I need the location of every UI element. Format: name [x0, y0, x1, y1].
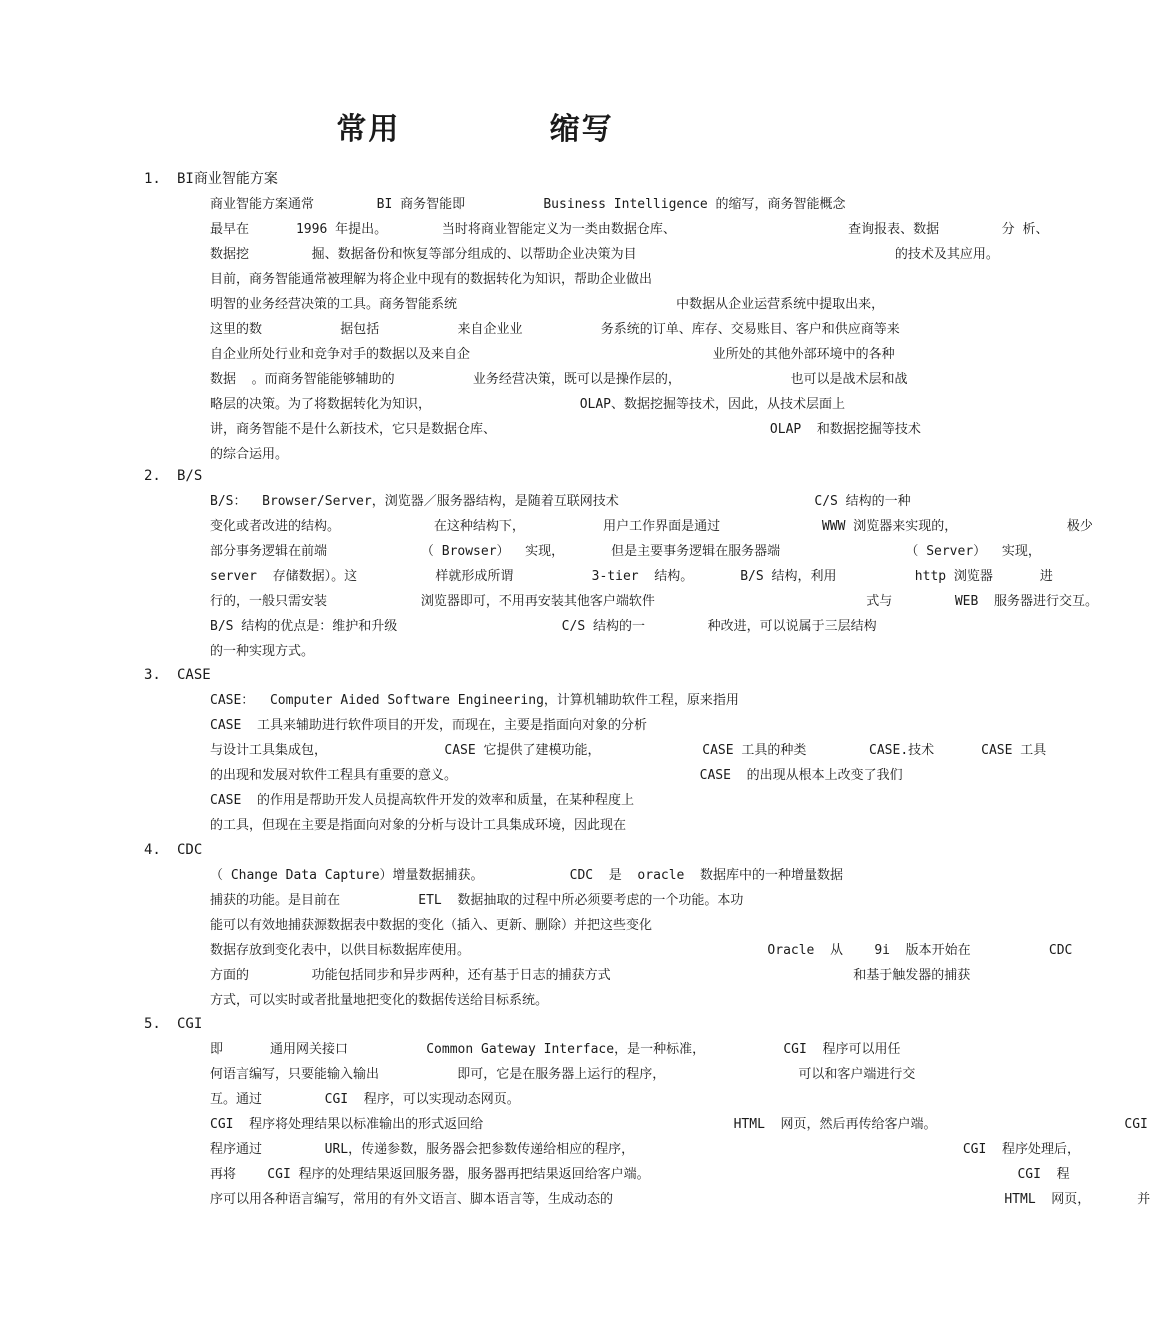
paragraph-line: 的一种实现方式。 — [210, 644, 315, 659]
entry-case — [144, 663, 1047, 838]
paragraph-line: 变化或者改进的结构。 在这种结构下， 用户工作界面是通过 WWW 浏览器来实现的， 极少 — [210, 519, 1093, 534]
paragraph-line: 互。通过 CGI 程序，可以实现动态网页。 — [210, 1092, 520, 1107]
entry-number: 5. — [144, 1016, 161, 1032]
entry-term: CDC — [177, 842, 203, 858]
paragraph-line: 明智的业务经营决策的工具。商务智能系统 中数据从企业运营系统中提取出来， — [210, 297, 885, 312]
entry-heading — [144, 838, 824, 863]
paragraph-line: B/S 结构的优点是：维护和升级 C/S 结构的一 种改进，可以说属于三层结构 — [210, 619, 877, 634]
paragraph-line: 何语言编写，只要能输入输出 即可，它是在服务器上运行的程序， 可以和客户端进行交 — [210, 1067, 916, 1082]
entry-term: CGI — [177, 1016, 203, 1032]
entry-term: B/S — [177, 468, 203, 484]
paragraph-line: 目前，商务智能通常被理解为将企业中现有的数据转化为知识，帮助企业做出 — [210, 272, 653, 287]
paragraph-line: 略层的决策。为了将数据转化为知识， OLAP、数据挖掘等技术，因此，从技术层面上 — [210, 397, 846, 412]
entry-number: 4. — [144, 842, 161, 858]
paragraph-line: 序可以用各种语言编写，常用的有外文语言、脚本语言等，生成动态的 HTML 网页， 并 — [210, 1192, 1150, 1207]
paragraph-line: CGI 程序将处理结果以标准输出的形式返回给 HTML 网页，然后再传给客户端。 CGI — [210, 1117, 1148, 1132]
paragraph-line: 捕获的功能。是目前在 ETL 数据抽取的过程中所必须要考虑的一个功能。本功 — [210, 893, 744, 908]
entry-heading — [144, 663, 824, 688]
paragraph-line: 能可以有效地捕获源数据表中数据的变化（插入、更新、删除）并把这些变化 — [210, 918, 653, 933]
paragraph-line: 行的，一般只需安装 浏览器即可，不用再安装其他客户端软件 式与 WEB 服务器进行交互。 — [210, 594, 1098, 609]
paragraph-line: 数据挖 掘、数据备份和恢复等部分组成的、以帮助企业决策为目 的技术及其应用。 — [210, 247, 999, 262]
paragraph-line: 最早在 1996 年提出。 当时将商业智能定义为一类由数据仓库、 查询报表、数据 分 析、 — [210, 222, 1049, 237]
paragraph-line: 自企业所处行业和竞争对手的数据以及来自企 业所处的其他外部环境中的各种 — [210, 347, 895, 362]
paragraph-line: 的出现和发展对软件工程具有重要的意义。 CASE 的出现从根本上改变了我们 — [210, 768, 903, 783]
paragraph-line: 与设计工具集成包， CASE 它提供了建模功能， CASE 工具的种类 CASE.技术 CASE 工具 — [210, 743, 1047, 758]
paragraph-line: 即 通用网关接口 Common Gateway Interface，是一种标准， CGI 程序可以用任 — [210, 1042, 901, 1057]
entry-number: 2. — [144, 468, 161, 484]
paragraph-line: 方面的 功能包括同步和异步两种，还有基于日志的捕获方式 和基于触发器的捕获 — [210, 968, 971, 983]
entry-number: 1. — [144, 171, 161, 187]
entry-term: BI商业智能方案 — [177, 171, 278, 187]
entry-number: 3. — [144, 667, 161, 683]
paragraph-line: 数据存放到变化表中，以供目标数据库使用。 Oracle 从 9i 版本开始在 CDC — [210, 943, 1073, 958]
entry-heading — [144, 1012, 824, 1037]
entry-cgi — [144, 1012, 1150, 1212]
paragraph-line: 商业智能方案通常 BI 商务智能即 Business Intelligence 的缩写，商务智能概念 — [210, 197, 846, 212]
paragraph-line: （ Change Data Capture）增量数据捕获。 CDC 是 oracle 数据库中的一种增量数据 — [210, 868, 844, 883]
page-title: 常用 缩写 — [336, 112, 614, 147]
paragraph-line: 的综合运用。 — [210, 447, 289, 462]
paragraph-line: 讲，商务智能不是什么新技术，它只是数据仓库、 OLAP 和数据挖掘等技术 — [210, 422, 921, 437]
entry-heading — [144, 167, 824, 192]
entry-cdc — [144, 838, 1073, 1013]
paragraph-line: 这里的数 据包括 来自企业业 务系统的订单、库存、交易账目、客户和供应商等来 — [210, 322, 900, 337]
paragraph-line: 数据 。而商务智能能够辅助的 业务经营决策，既可以是操作层的， 也可以是战术层和战 — [210, 372, 908, 387]
paragraph-line: 的工具，但现在主要是指面向对象的分析与设计工具集成环境，因此现在 — [210, 818, 627, 833]
entry-heading — [144, 464, 824, 489]
paragraph-line: 程序通过 URL，传递参数，服务器会把参数传递给相应的程序， CGI 程序处理后， — [210, 1142, 1080, 1157]
paragraph-line: server 存储数据）。这 样就形成所谓 3-tier 结构。 B/S 结构，利用 http 浏览器 进 — [210, 569, 1053, 584]
paragraph-line: B/S： Browser/Server，浏览器／服务器结构，是随着互联网技术 C/S 结构的一种 — [210, 494, 911, 509]
entry-bs — [144, 464, 1098, 664]
paragraph-line: 部分事务逻辑在前端 （ Browser） 实现， 但是主要事务逻辑在服务器端 （ Server） 实现， — [210, 544, 1041, 559]
paragraph-line: 方式，可以实时或者批量地把变化的数据传送给目标系统。 — [210, 993, 549, 1008]
paragraph-line: CASE 的作用是帮助开发人员提高软件开发的效率和质量，在某种程度上 — [210, 793, 634, 808]
entry-bi — [144, 167, 1049, 467]
paragraph-line: 再将 CGI 程序的处理结果返回服务器，服务器再把结果返回给客户端。 CGI 程 — [210, 1167, 1070, 1182]
paragraph-line: CASE 工具来辅助进行软件项目的开发，而现在，主要是指面向对象的分析 — [210, 718, 647, 733]
paragraph-line: CASE： Computer Aided Software Engineering，计算机辅助软件工程，原来指用 — [210, 693, 739, 708]
entry-term: CASE — [177, 667, 211, 683]
